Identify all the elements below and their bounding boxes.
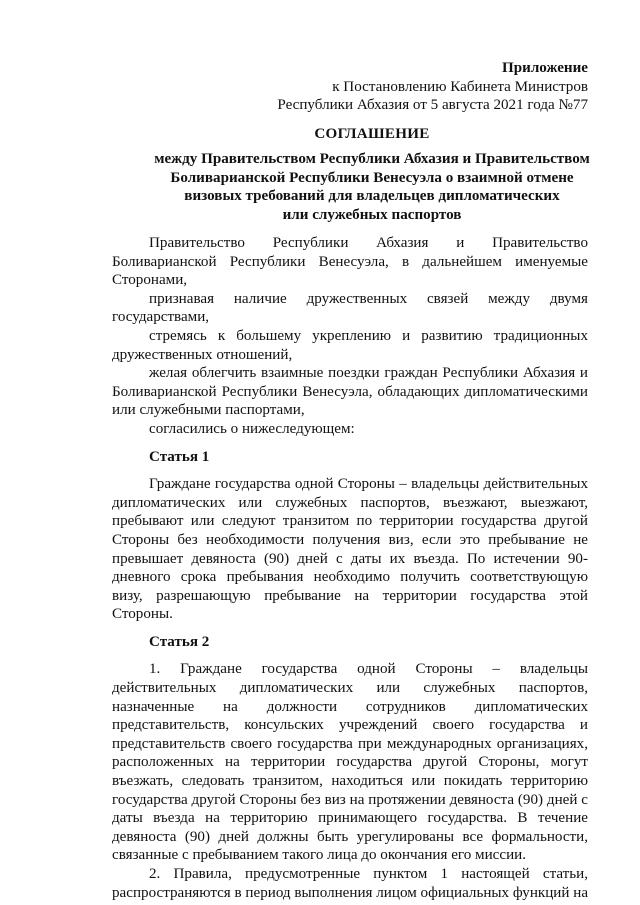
- article-paragraph: Граждане государства одной Стороны – владельцы действительных дипломатических или служебных паспортов, въезжают, выезжают, пребывают или следуют транзитом по территории государства другой Стороны без необходимости получения виз, если это пребывание не превышает девяноста (90) дней с даты их въезда. По истечении 90-дневного срока пребывания необходимо получить соответствующую визу, разрешающую пребывание на территории государства этой Стороны.: [112, 476, 588, 623]
- preamble-paragraph: признавая наличие дружественных связей между двумя государствами,: [112, 290, 588, 326]
- preamble-paragraph: стремясь к большему укреплению и развитию традиционных дружественных отношений,: [112, 327, 588, 363]
- document-title: СОГЛАШЕНИЕ: [314, 126, 430, 142]
- appendix-decree-line: к Постановлению Кабинета Министров: [332, 78, 588, 95]
- appendix-header: [277, 59, 588, 115]
- article-heading: Статья 1: [149, 448, 210, 465]
- appendix-date-line: Республики Абхазия от 5 августа 2021 года №77: [277, 97, 588, 114]
- subtitle-line: или служебных паспортов: [282, 206, 462, 223]
- subtitle-line: визовых требований для владельцев дипломатических: [184, 188, 560, 205]
- preamble-paragraph: Правительство Республики Абхазия и Правительство Боливарианской Республики Венесуэла, в дальнейшем именуемые Сторонами,: [112, 235, 588, 289]
- preamble-paragraph: желая облегчить взаимные поездки граждан Республики Абхазия и Боливарианской Республики Венесуэла, обладающих дипломатическими или служебными паспортами,: [112, 365, 588, 419]
- preamble-paragraph: согласились о нижеследующем:: [149, 420, 355, 437]
- article-heading: Статья 2: [149, 633, 210, 650]
- article-paragraph: 2. Правила, предусмотренные пунктом 1 настоящей статьи, распространяются в период выполнения лицом официальных функций на: [112, 866, 589, 901]
- article-paragraph: 1. Граждане государства одной Стороны – владельцы действительных дипломатических или служебных паспортов, назначенные на должности сотрудников дипломатических представительств, консульских учреждений своего государства и представительств своего государства при международных организациях, расположенных на территории государства другой Стороны, могут въезжать, следовать транзитом, находиться или покидать территорию государства другой Стороны без виз на протяжении девяноста (90) дней с даты въезда на территорию принимающего государства. В течение девяноста (90) дней должны быть урегулированы все формальности, связанные с пребыванием такого лица до окончания его миссии.: [112, 661, 588, 864]
- document-subtitle: [112, 150, 632, 224]
- appendix-label: Приложение: [501, 60, 588, 76]
- subtitle-line: Боливарианской Республики Венесуэла о взаимной отмене: [170, 169, 574, 186]
- document-body: [112, 234, 588, 902]
- subtitle-line: между Правительством Республики Абхазия и Правительством: [154, 151, 590, 167]
